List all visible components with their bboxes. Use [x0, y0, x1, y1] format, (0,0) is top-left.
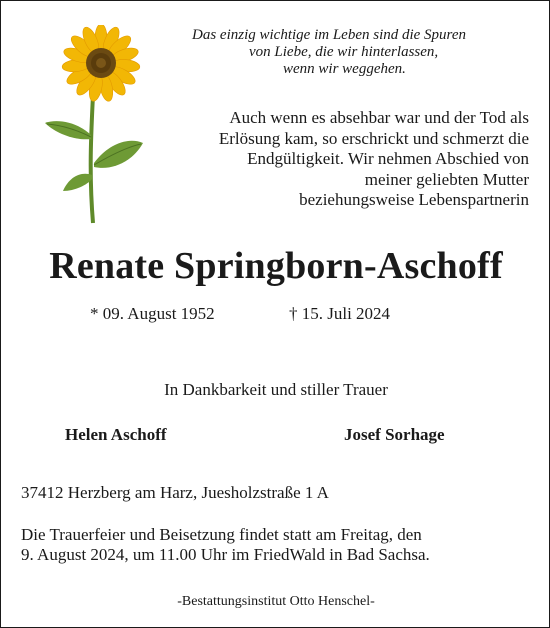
intro-line: beziehungsweise Lebenspartnerin [299, 190, 529, 209]
quote-line: von Liebe, die wir hinterlassen, [249, 44, 439, 60]
intro-line: meiner geliebten Mutter [364, 169, 529, 189]
signer-name: Helen Aschoff [65, 425, 167, 444]
deceased-name: Renate Springborn-Aschoff [49, 245, 503, 287]
quote-line: wenn wir weggehen. [283, 61, 406, 77]
ceremony-line: Die Trauerfeier und Beisetzung findet statt am Freitag, den [21, 525, 422, 544]
signer-name: Josef Sorhage [344, 425, 445, 444]
intro-line: Auch wenn es absehbar war und der Tod als [229, 108, 529, 127]
quote [171, 27, 541, 78]
address: 37412 Herzberg am Harz, Juesholzstraße 1 A [21, 483, 329, 502]
ceremony-info [21, 525, 430, 564]
intro-text [109, 108, 529, 211]
ceremony-line: 9. August 2024, um 11.00 Uhr im FriedWald in Bad Sachsa. [21, 544, 430, 564]
funeral-home: -Bestattungsinstitut Otto Henschel- [177, 594, 375, 609]
birth-date: * 09. August 1952 [90, 304, 215, 323]
death-date: † 15. Juli 2024 [289, 304, 391, 323]
intro-line: Endgültigkeit. Wir nehmen Abschied von [247, 149, 529, 168]
quote-line: Das einzig wichtige im Leben sind die Spuren [192, 27, 466, 43]
intro-line: Erlösung kam, so erschrickt und schmerzt die [218, 128, 529, 148]
gratitude-line: In Dankbarkeit und stiller Trauer [164, 380, 388, 399]
